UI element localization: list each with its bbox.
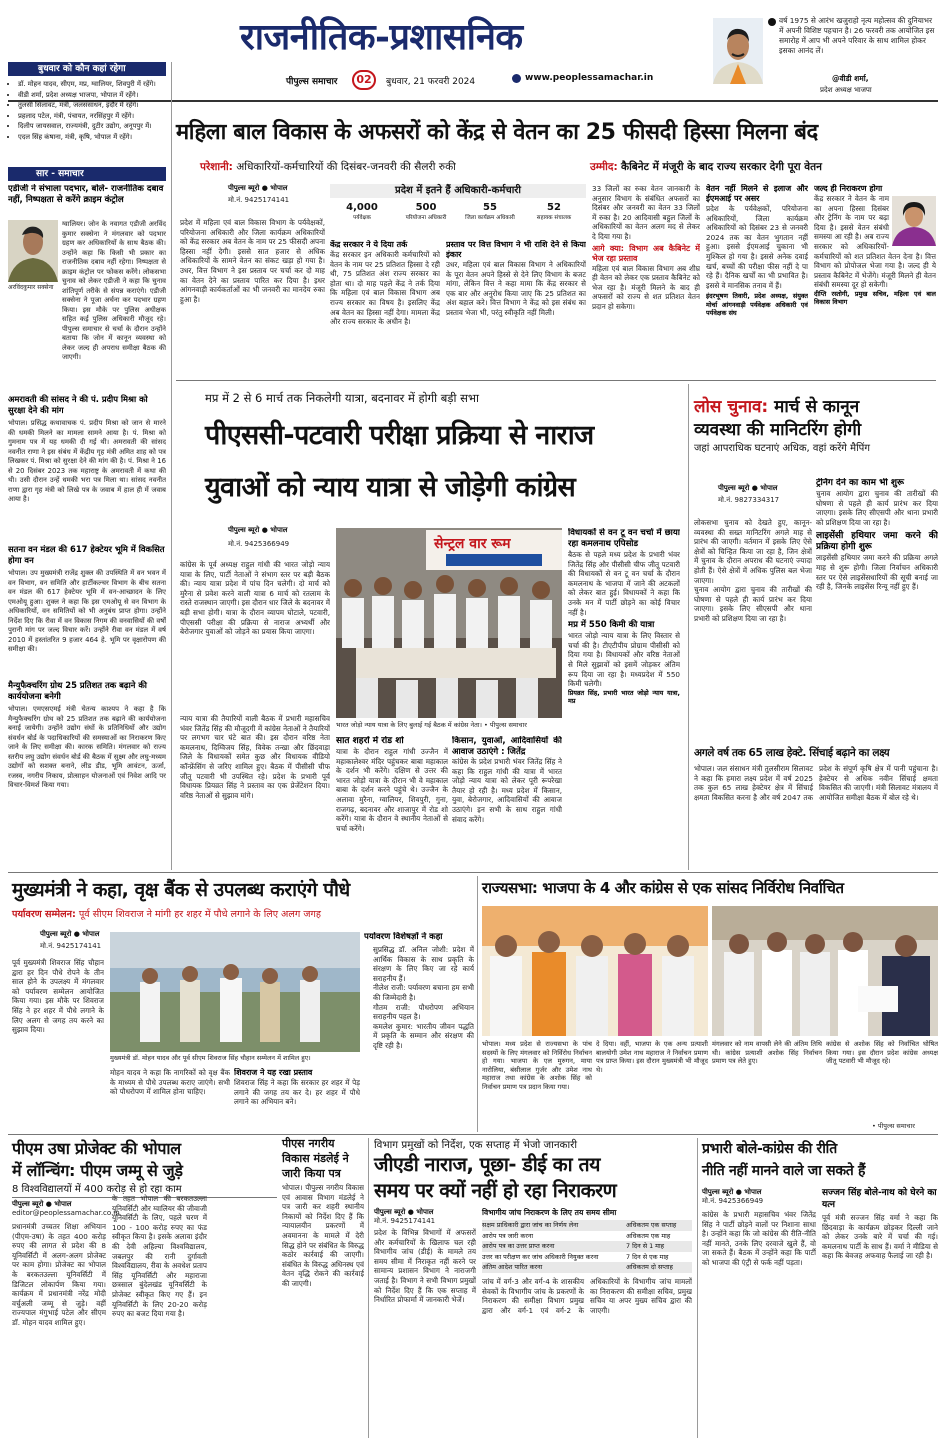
top-story-body-1: प्रदेश में महिला एवं बाल विकास विभाग के पर्यवेक्षकों, परियोजना अधिकारी और जिला कार्यक्रम अधिकारियों को केंद्र सरकार अब वेतन के नाम पर 25 फीसदी अपना हिस्सा नहीं देगी। इससे सात हजार से अधिक अधिकारियों के सामने वेतन का संकट खड़ा हो गया है। उधर, वित्त विभाग ने इस प्रस्ताव पर चर्चा कर दो माह का वेतन देने का प्रस्ताव पारित कर दिया है। इधर आंगनवाड़ी कार्यकर्ताओं का भी जनवरी का मानदेय रुका हुआ है। xyxy=(180,218,325,304)
top-story-sub-3: प्रस्ताव पर वित्त विभाग ने भी राशि देने से किया इंकार xyxy=(446,240,586,259)
election-col-2 xyxy=(816,478,938,744)
brief-title: सार - समाचार xyxy=(8,167,166,181)
cm-byline: पीपुल्स ब्यूरो ● भोपाल xyxy=(40,930,100,938)
brief-3-headline: सतना वन मंडल की 617 हेक्टेयर भूमि में विकसित होगा वन xyxy=(8,544,165,565)
quote-author-role: प्रदेश अध्यक्ष भाजपा xyxy=(820,86,872,94)
top-story-headline: महिला बाल विकास के अफसरों को केंद्र से वेतन का 25 फीसदी हिस्सा मिलना बंद xyxy=(176,120,818,145)
incharge-mobile: मो.नं. 9425366949 xyxy=(702,1197,764,1205)
incharge-body-2: पूर्व मंत्री सज्जन सिंह वर्मा ने कहा कि छिंदवाड़ा के कार्यक्रम छोड़कर दिल्ली जाने को लेकर उनके बारे में चर्चा की गई। कमलनाथ पार्टी के साथ हैं। वर्मा ने मीडिया से कहा कि बेवजह अफवाह फैलाई जा रही है। xyxy=(822,1213,938,1261)
congress-col-kamalnath xyxy=(568,528,680,868)
gad-table-title: विभागीय जांच निराकरण के लिए तय समय सीमा xyxy=(482,1208,617,1217)
brief-4-headline: मैन्युफैक्चरिंग ग्रोथ 25 प्रतिशत तक बढ़ाने की कार्ययोजना बनेगी xyxy=(8,680,147,701)
top-story-right-subhead: कैबिनेट में मंजूरी के बाद राज्य सरकार देगी पूरा वेतन xyxy=(621,161,822,173)
expert-item: • सुप्रसिद्ध डॉ. अनिल जोशी: प्रदेश में आर्थिक विकास के साथ प्रकृति के संरक्षण के लिए किए जा रहे कार्य सराहनीय हैं। xyxy=(373,945,474,983)
brief-4-body: भोपाल। एमएसएमई मंत्री चेतन्य काश्यप ने कहा है कि मैन्युफैक्चरिंग ग्रोथ को 25 प्रतिशत तक बढ़ाने की कार्ययोजना बनाई जायेगी। उन्होंने उद्योग संघों के प्रतिनिधियों और उद्योग संवर्धन बोर्ड के पदाधिकारियों की समस्याओं का निराकरण किए जाने के लिए समीक्षा की। कारक समिति। मंगलवार को राज्य स्तरीय लघु उद्योग संवर्धन बोर्ड की बैठक में सुक्ष्म और लघु-मध्यम उद्योगों को सशक्त बनाने, लीड डीड, भूमि आवंटन, ऊर्जा, रजस्व, नगरीय निकाय, प्रोत्साहन योजनाओं एवं निवेश आदि पर विचार-विमर्श किया गया। xyxy=(8,705,166,789)
rajyasabha-caption-1: भोपाल। मध्य प्रदेश से राज्यसभा के पांच सदस्यों के लिए मंगलवार को निर्विरोध निर्वाचन हो गया। भाजपा के एल मुरुगन, माया नारोलिया, बंसीलाल गुर्जर और उमेश नाथ महाराज तथा कांग्रेस के अशोक सिंह को निर्वाचन प्रमाण पत्र प्रदान किया गया। xyxy=(482,1040,592,1091)
brief-3 xyxy=(8,544,166,676)
pm-byline: पीपुल्स ब्यूरो ● भोपाल xyxy=(12,1200,72,1208)
election-col-1 xyxy=(694,518,812,744)
cm-sub-2: शिवराज ने यह रखा प्रस्ताव xyxy=(234,1068,313,1077)
election-sub-2: लाइसेंसी हथियार जमा करने की प्रक्रिया होगी शुरू xyxy=(816,531,938,553)
brief-2 xyxy=(8,394,166,539)
gad-timeline-table xyxy=(482,1220,692,1273)
congress-body-4: कांग्रेस के प्रदेश प्रभारी भंवर जितेंद्र सिंह ने कहा कि राहुल गांधी की यात्रा में भारत जोड़ो न्याय यात्रा को लेकर पूरी रूपरेखा तैयार हो रही है। मध्य प्रदेश में किसान, युवा, बेरोजगार, आदिवासियों की आवाज उठाएंगे। इन सभी के साथ राहुल गांधी संवाद करेंगे। xyxy=(452,757,562,824)
gad-body: प्रदेश के विभिन्न विभागों में अफसरों और कर्मचारियों के खिलाफ चल रही विभागीय जांच (डीई) के मामले तय समय सीमा में निराकृत नहीं करने पर सामान्य प्रशासन विभाग ने नाराजगी जताई है। विभाग ने सभी विभाग प्रमुखों को निर्देश दिए हैं कि एक सप्ताह में निर्धारित प्रोफार्मा में जानकारी भेजें। xyxy=(374,1228,476,1305)
pm-story xyxy=(12,1138,277,1438)
election-headline-2: व्यवस्था की मानिटरिंग होगी xyxy=(694,420,862,440)
top-story-sub-5: वेतन नहीं मिलने से इलाज और ईएमआई पर असर xyxy=(706,184,808,203)
congress-mobile: मो.नं. 9425366949 xyxy=(228,540,290,548)
rajyasabha-photo-1 xyxy=(482,906,708,1036)
cm-sub-1: पर्यावरण विशेषज्ञों ने कहा xyxy=(364,932,443,942)
congress-body-6: भारत जोड़ो न्याय यात्रा के लिए विस्तार से चर्चा की है। टीएटीपीय प्रोग्राम पीसीसी को दिया गया है। विधायकों और वरिष्ठ नेताओं से मिले सुझावों को इसमें जोड़कर अंतिम रूप दिया जा रहा है। मध्यप्रदेश में 550 किमी चलेगी। xyxy=(568,631,680,689)
section-rule xyxy=(8,1134,938,1135)
congress-byline: पीपुल्स ब्यूरो ● भोपाल xyxy=(228,526,288,534)
who-where-item: • वीडी शर्मा, प्रदेश अध्यक्ष भाजपा, भोपाल में रहेंगे। xyxy=(18,90,166,101)
incharge-byline: पीपुल्स ब्यूरो ● भोपाल xyxy=(702,1188,762,1196)
rajyasabha-photo-2 xyxy=(712,906,938,1036)
municipal-headline: पीएस नगरीय विकास मंडलेई ने जारी किया पत्र xyxy=(282,1137,349,1180)
top-story-right-sub xyxy=(590,160,940,174)
top-story-body-5: महिला एवं बाल विकास विभाग अब शीघ्र ही वेतन को लेकर एक प्रस्ताव कैबिनेट को भेज रहा है। मंजूरी मिलने के बाद ही अफसरों को राज्य से शत प्रतिशत वेतन प्रदान हो सकेगा। xyxy=(592,263,700,311)
election-body-3: लाइसेंसी हथियार जमा करने की प्रक्रिया अगले माह से शुरू होगी। जिला निर्वाचन अधिकारी स्तर पर ऐसे लाइसेंसधारियों की सूची बनाई जा रही है, जिनके लाइसेंस रिन्यू नहीं हुए हैं। xyxy=(816,553,938,592)
top-story-sub-6: जल्द ही निराकरण होगा xyxy=(814,184,883,193)
gad-kicker: विभाग प्रमुखों को निर्देश, एक सप्ताह में भेजो जानकारी xyxy=(374,1139,578,1151)
congress-col-road-show xyxy=(336,736,448,866)
rajyasabha-caption-3: मंगलवार को नाम वापसी लेने की अंतिम तिथि थी। कांग्रेस प्रत्याशी अशोक सिंह निर्वाचन प्रमाण पत्र लेते हुए। xyxy=(712,1040,822,1066)
pm-headline-2: में लॉन्चिंग: पीएम जम्मू से जुड़े xyxy=(12,1161,183,1180)
staff-stat: 500 परियोजना अधिकारी xyxy=(405,202,447,221)
election-headline xyxy=(694,396,938,456)
expert-item: • कमलेश कुमार: भारतीय जीवन पद्धति में प्रकृति के सम्मान और संरक्षण की दृष्टि रही है। xyxy=(373,1022,474,1051)
top-story-mobile: मो.नं. 9425174141 xyxy=(228,196,290,204)
top-story-right-kicker: उम्मीद: xyxy=(590,161,618,173)
brief-3-body: भोपाल। उप मुख्यमंत्री राजेंद्र शुक्ल की उपस्थिति में वन भवन में वन विभाग, वन समिति और हार्टीकल्चर विभाग के बीच सतना वन मंडल की 617 हेक्टेयर भूमि में वन-आच्छादन के लिए एमओयू हुआ। शुक्ल ने कहा कि इस एमओयू से वन विभाग के अधिकारियों, वन समितियों को भी अनुबंध प्राप्त होगा। उन्होंने निर्देश दिए कि रीवा में वन विकास निगम की वनवासियों की वर्षों पुरानी मांग पर जल्द विचार करें। उन्होंने रीवा वन मंडल में वर्ष 2010 में हस्तांतरित 9 हजार 464 हे. भूमि पर वृक्षारोपण की समीक्षा की। xyxy=(8,569,166,653)
paper-name: पीपुल्स समाचार xyxy=(286,77,338,87)
issue-date: बुधवार, 21 फरवरी 2024 xyxy=(386,77,476,87)
cm-sub: पूर्व सीएम शिवराज ने मांगी हर शहर में पौधे लगाने के लिए अलग जगह xyxy=(78,909,321,920)
congress-body-5: बैठक से पहले मध्य प्रदेश के प्रभारी भंवर जितेंद्र सिंह और पीसीसी चीफ जीतू पटवारी की विधायकों से वन टू वन चर्चा के दौरान कमलनाथ के भाजपा में जाने की अटकलों को लेकर बात हुई। विधायकों ने कहा कि उनके मन में पार्टी छोड़ने का कोई विचार नहीं है। xyxy=(568,550,680,617)
gad-table-row: आरोप पत्र का उत्तर प्राप्त करना 7 दिन से 1 माह xyxy=(482,1241,692,1252)
top-story-col4 xyxy=(592,184,700,374)
top-story-body-3: उधर, महिला एवं बाल विकास विभाग ने अधिकारियों के पूरा वेतन अपने हिस्से से देने लिए विभाग के बजट मांगा, लेकिन वित्त ने कहा मामा कि केंद्र सरकार से एक बार और अनुरोध किया जाए कि 25 प्रतिशत का अंश बहाल करे। वित्त विभाग ने केंद्र को इस संबंध का प्रस्ताव भेजा भी, परंतु स्वीकृति नहीं मिली। xyxy=(446,260,586,317)
top-story-sub-4: आगे क्या: विभाग अब कैबिनेट में भेज रहा प्रस्ताव xyxy=(592,243,700,263)
quote-text: वर्ष 1975 से आरंभ खजुराहो नृत्य महोत्सव की दुनियाभर में अपनी विशिष्ट पहचान है। 26 फरवरी तक आयोजित इस समारोह में आप भी अपने परिवार के साथ शामिल होकर इसका आनंद लें। xyxy=(779,16,935,55)
congress-headline-1: पीएससी-पटवारी परीक्षा प्रक्रिया से नाराज xyxy=(205,420,594,451)
gad-mobile: मो.नं. 9425174141 xyxy=(374,1217,436,1225)
gad-story xyxy=(374,1138,692,1438)
incharge-subhead: सज्जन सिंह बोले-नाथ को घेरने का यत्न xyxy=(822,1188,937,1210)
official-photo xyxy=(892,196,936,246)
gad-headline-1: जीएडी नाराज, पूछा- डीई का तय xyxy=(374,1153,600,1176)
rajyasabha-credit: • पीपुल्स समाचार xyxy=(872,1122,915,1130)
top-story-body-7: केंद्र सरकार ने वेतन के नाम का अपना हिस्सा दिसंबर और ट्रेनिंग के नाम पर बढ़ा दिया है। इससे वेतन संबंधी समस्या आ रही है। अब राज्य सरकार को अधिकारियों-कर्मचारियों को शत प्रतिशत वेतन देना है। वित्त विभाग को प्रोपोजल भेजा गया है। जल्द ही ये प्रस्ताव कैबिनेट में भेजेंगे। मंजूरी मिलने ही वेतन संबंधी समस्या दूर हो सकेगी। xyxy=(814,194,936,290)
gad-table-row: सक्षम प्राधिकारी द्वारा जांच का निर्णय लेना अधिकतम एक सप्ताह xyxy=(482,1220,692,1231)
election-headline-1: मार्च से कानून xyxy=(774,397,860,417)
rajyasabha-caption-4: कांग्रेस से अशोक सिंह को निर्वाचित घोषित किया गया। इस दौरान प्रदेश कांग्रेस अध्यक्ष जीतू पटवारी भी मौजूद रहे। xyxy=(826,1040,938,1066)
who-where-item: • दिलीप जायसवाल, राज्यमंत्री, दुटीर उद्योग, अनूपपुर में। xyxy=(18,121,166,132)
brief-1-headline: एडीजी ने संभाला पदभार, बोले- राजनीतिक दबाव नहीं, निष्पक्षता से करेंगे क्राइम कंट्रोल xyxy=(8,184,164,205)
congress-headline-2: युवाओं को न्याय यात्रा से जोड़ेगी कांग्रेस xyxy=(205,472,576,503)
incharge-story xyxy=(702,1138,938,1438)
congress-sub-3: विधायकों से वन टू वन चर्चा में छाया रहा कमलनाथ एपिसोड xyxy=(568,528,680,549)
quote-photo xyxy=(713,18,763,84)
election-body-2: चुनाव आयोग द्वारा चुनाव की तारीखों की घोषणा से पहले ही कार्य प्रारंभ कर दिया जाएगा। इसके लिए सीएसपी और थाना प्रभारी को प्रशिक्षण दिया जा रहा है। xyxy=(694,585,812,623)
top-story-byline: पीपुल्स ब्यूरो ● भोपाल xyxy=(228,184,288,192)
cm-mobile: मो.नं. 9425174141 xyxy=(40,942,102,950)
pm-email: editor@peoplessamachar.co.in xyxy=(12,1209,120,1217)
congress-sub-4: मप्र में 550 किमी की यात्रा xyxy=(568,620,655,631)
cm-body-3: शिवराज सिंह ने कहा कि सरकार हर शहर में पेड़ लगाने की जगह तय कर दे। हर शहर में पौधे लगाने का अभियान बने। xyxy=(234,1078,360,1107)
who-where-item: • प्रहलाद पटेल, मंत्री, पंचायत, नरसिंहपुर में रहेंगे। xyxy=(18,111,166,122)
congress-quote-name: प्रियव्रत सिंह, प्रभारी भारत जोड़ो न्याय यात्रा, मप्र xyxy=(568,688,680,706)
cm-col-proposal xyxy=(234,1068,360,1128)
website-link[interactable]: www.peoplessamachar.in xyxy=(525,73,654,83)
who-where-title: बुधवार को कौन कहां रहेगा xyxy=(8,62,166,76)
top-story-col6 xyxy=(814,184,936,376)
congress-kicker: मप्र में 2 से 6 मार्च तक निकलेगी यात्रा, बदनावर में होगी बड़ी सभा xyxy=(205,391,479,405)
top-story-col3 xyxy=(446,240,586,375)
who-where-item: • एदल सिंह कंषाना, मंत्री, कृषि, भोपाल में रहेंगे। xyxy=(18,132,166,143)
gad-table-row: उत्तर का परीक्षण कर जांच अधिकारी नियुक्त करना 7 दिन से एक माह xyxy=(482,1252,669,1261)
staff-table-title: प्रदेश में इतने हैं अधिकारी-कर्मचारी xyxy=(330,184,586,198)
brief-1 xyxy=(8,184,166,392)
cm-subhead xyxy=(12,908,472,922)
rajyasabha-headline: राज्यसभा: भाजपा के 4 और कांग्रेस से एक सांसद निर्विरोध निर्वाचित xyxy=(482,879,844,897)
top-story-body-4: 33 जिलों का रुका वेतन जानकारी के अनुसार विभाग के संबंधित अफसरों का दिसंबर और जनवरी का वेतन 33 जिलों में रुका है। 20 आदिवासी बहुल जिलों के अधिकारियों का वेतन अलग मद से लेकर दे दिया गया है। xyxy=(592,184,700,241)
election-body-training: चुनाव आयोग द्वारा चुनाव की तारीखों की घोषणा से पहले ही कार्य प्रारंभ कर दिया जाएगा। इसके लिए सीएसपी और थाना प्रभारी को प्रशिक्षण दिया जा रहा है। xyxy=(816,489,938,527)
congress-meeting-photo xyxy=(336,528,562,718)
top-story-quote-1-name: इंदरभूषण तिवारी, प्रदेश अध्यक्ष, संयुक्त मोर्चा आंगनवाड़ी पर्यवेक्षक अधिकारी एवं पर्यवेक्षक संघ xyxy=(706,292,808,318)
congress-sub-1: सात शहरों में रोड शो xyxy=(336,736,404,746)
top-story-sub-2: केंद्र सरकार ने ये दिया तर्क xyxy=(330,240,408,249)
page-number: 02 xyxy=(352,70,376,90)
section-rule xyxy=(8,872,938,873)
municipal-body: भोपाल। पीपुल्स नगरीय विकास एवं आवास विभाग मंडलेई ने पत्र जारी कर शहरी स्थानीय निकायों को निर्देश दिए हैं कि न्यायालयीन प्रकरणों में अवमानना के मामले में देरी सिद्ध होने पर संबंधित के विरुद्ध कठोर कार्रवाई की जाएगी। संबंधित के विरुद्ध अधिनस्थ एवं वेतन वृद्धि रोकने की कार्रवाई की जाएगी। xyxy=(282,1183,364,1288)
top-story-left-sub xyxy=(200,160,560,174)
section-rule xyxy=(176,380,936,381)
congress-col-farmers xyxy=(452,736,562,866)
top-story-col2 xyxy=(330,240,440,375)
staff-table xyxy=(330,184,586,224)
congress-photo-caption: भारत जोड़ो न्याय यात्रा के लिए बुलाई गई बैठक में कांग्रेस नेता। • पीपुल्स समाचार xyxy=(336,721,527,729)
brief-1-photo xyxy=(8,220,58,282)
staff-stat: 55 जिला कार्यक्रम अधिकारी xyxy=(465,202,515,221)
top-story-col5 xyxy=(706,184,808,374)
brief-1-body: ग्वालियर। जोन के नवागत एडीजी अरविंद कुमार सक्सेना ने मंगलवार को पदभार ग्रहण कर अधिकारियों के साथ बैठक की। उन्होंने कहा कि किसी भी प्रकार का राजनीतिक दबाव नहीं रहेगा। निष्पक्षता से क्राइम कंट्रोल पर फोकस करेंगे। लोकसभा चुनाव को लेकर एडीजी ने कहा कि चुनाव शांतिपूर्ण तरीके से संपन्न कराएंगे। एडीजी सक्सेना ने पूजा अर्चना कर पदभार ग्रहण किया। इस मौके पर पुलिस अधीक्षक सहित कई पुलिस अधिकारी मौजूद रहे। पीपुल्स समाचार से चर्चा के दौरान उन्होंने बताया कि जोन में कानून व्यवस्था को लेकर जल्द ही अपराध समीक्षा बैठक की जाएगी। xyxy=(62,220,166,361)
congress-sub-2: किसान, युवाओं, आदिवासियों की आवाज उठाएंगे : जितेंद्र xyxy=(452,736,562,757)
top-story-left-kicker: परेशानी: xyxy=(200,161,233,173)
election-kicker: लोस चुनाव: xyxy=(694,397,769,417)
congress-body-1: कांग्रेस के पूर्व अध्यक्ष राहुल गांधी की भारत जोड़ो न्याय यात्रा के लिए, पार्टी नेताओं ने संभाग स्तर पर बड़ी बैठक की। न्याय यात्रा प्रदेश में पांच दिन चलेगी। दो मार्च को मुरैना से प्रवेश करने वाली यात्रा 6 मार्च को रतलाम के रास्ते राजस्थान जाएगी। इस दौरान धार जिले के बदनावर में बड़ी सभा होगी। यात्रा के दौरान व्यापम घोटाले, पटवारी, पीएससी परीक्षा की प्रक्रिया से नाराज अभ्यर्थी और बेरोजगार युवाओं को जोड़ने का प्रयास किया जाएगा। xyxy=(180,560,330,637)
pm-body: प्रधानमंत्री उच्चतर शिक्षा अभियान (पीएम-उषा) के तहत 400 करोड़ रुपए की लागत से प्रदेश की 8 यूनिवर्सिटी में अलग-अलग प्रोजेक्ट पर काम होगा। प्रोजेक्ट का भोपाल के बरकतउल्ला यूनिवर्सिटी में डिजिटल लोकार्पण किया गया। कार्यक्रम में प्रधानमंत्री नरेंद्र मोदी वर्चुअली जम्मू से जुड़े। वहीं राज्यपाल मंगुभाई पटेल और सीएम डॉ. मोहन यादव शामिल हुए। xyxy=(12,1222,106,1327)
quote-author: @वीडी शर्मा, xyxy=(832,74,869,83)
incharge-body: कांग्रेस के प्रभारी महासचिव भंवर जितेंद्र सिंह ने पार्टी छोड़ने वालों पर निशाना साधा है। उन्होंने कहा कि जो कांग्रेस की रीति-नीति नहीं मानते, उनके लिए दरवाजे खुले हैं, वो जा सकते हैं। बैठक में उन्होंने कहा कि पार्टी को भाजपा की एंट्री से फर्क नहीं पड़ता। xyxy=(702,1210,816,1267)
top-story-quote-2-name: दीप्ति रस्तोगी, प्रमुख सचिव, महिला एवं बाल विकास विभाग xyxy=(814,289,936,307)
election-subhead: जहां आपराधिक घटनाएं अधिक, वहां करेंगे मैपिंग xyxy=(694,443,870,454)
cm-experts xyxy=(364,932,474,1126)
congress-body-2: न्याय यात्रा की तैयारियों वाली बैठक में प्रभारी महासचिव भंवर जितेंद्र सिंह की मौजूदगी में कांग्रेस नेताओं ने तैयारियों पर लगभग चार घंटे बात की। इस दौरान वरिष्ठ नेता कमलनाथ, दिग्विजय सिंह, विवेक तन्खा और छिंदवाड़ा जिले के विधायकों समेत कुछ और विधायक वीडियो कॉन्फ्रेंसिंग से जरिए शामिल हुए। बैठक में पीसीसी चीफ जीतू पटवारी भी उपस्थित रहे। प्रदेश के प्रभारी पूर्व विधायक प्रियव्रत सिंह ने प्रस्ताव का एक प्रेजेंटेशन दिया। वरिष्ठ नेताओं से सुझाव मांगे। xyxy=(180,714,330,800)
column-divider xyxy=(477,876,478,1132)
election-byline: पीपुल्स ब्यूरो ● भोपाल xyxy=(718,484,778,492)
cm-photo-caption: मुख्यमंत्री डॉ. मोहन यादव और पूर्व सीएम शिवराज सिंह चौहान सम्मेलन में शामिल हुए। xyxy=(110,1054,311,1062)
incharge-headline-1: प्रभारी बोले-कांग्रेस की रीति xyxy=(702,1141,837,1157)
brief-2-headline: अमरावती की सांसद ने की पं. प्रदीप मिश्रा को सुरक्षा देने की मांग xyxy=(8,394,148,415)
irrigation-body: भोपाल। जल संसाधन मंत्री तुलसीराम सिलावट ने कहा कि हमारा लक्ष्य प्रदेश में वर्ष 2025 तक कुल 65 लाख हेक्टेयर क्षेत्र में सिंचाई क्षमता विकसित करना है और वर्ष 2047 तक प्रदेश के संपूर्ण कृषि क्षेत्र में पानी पहुंचाना है। हेक्टेयर से अधिक नवीन सिंचाई क्षमता विकसित की जाएगी। मंत्री सिलावट मंत्रालय में आयोजित समीक्षा बैठक में बोल रहे थे। xyxy=(694,764,938,802)
top-story-left-subhead: अधिकारियों-कर्मचारियों की दिसंबर-जनवरी की सैलरी रुकी xyxy=(236,161,456,173)
gad-body-2: जांच में वर्ग-3 और वर्ग-4 के शासकीय सेवकों के विभागीय जांच के प्रकरणों के निराकरण की समीक्षा विभाग प्रमुख द्वारा और वर्ग-1 एवं वर्ग-2 के अधिकारियों के विभागीय जांच मामलों का निराकरण की समीक्षा सचिव, प्रमुख सचिव या अपर मुख्य सचिव द्वारा की जाएगी। xyxy=(482,1276,692,1315)
quote-twitter-icon xyxy=(768,18,776,26)
top-story-body-6: प्रदेश के पर्यवेक्षकों, परियोजना अधिकारियों, जिला कार्यक्रम अधिकारियों को दिसंबर 23 से जनवरी 2024 तक का वेतन भुगतान नहीं हुआ। इससे ईएमआई चुकाना भी मुश्किल हो गया है। इससे अनेक दवाई खर्च, बच्चों की परीक्षा फीस नहीं दे पा रहे हैं। दैनिक खर्चों का भी प्रभावित है। इससे वे मानसिक तनाव में हैं। xyxy=(706,204,808,290)
who-where-item: • डॉ. मोहन यादव, सीएम, मप्र, ग्वालियर, शिवपुरी में रहेंगे। xyxy=(18,79,166,90)
globe-icon xyxy=(512,74,521,83)
expert-item: • गौतम राजी: पौधरोपण अभियान सराहनीय पहल है। xyxy=(373,1003,474,1022)
section-title: राजनीतिक-प्रशासनिक xyxy=(240,16,523,58)
municipal-story xyxy=(282,1136,364,1436)
cm-photo xyxy=(110,932,360,1052)
irrigation-headline: अगले वर्ष तक 65 लाख हेक्टे. सिंचाई बढ़ाने का लक्ष्य xyxy=(694,747,890,759)
brief-4 xyxy=(8,680,166,865)
brief-2-body: भोपाल। प्रसिद्ध कथावाचक पं. प्रदीप मिश्रा को जान से मारने की धमकी मिलने का मामला सामने आया है। पं. मिश्रा को गुमनाम पत्र में यह धमकी दी गई थी। अमरावती की सांसद नवनीत राणा ने इस संबंध में केंद्रीय गृह मंत्री अमित शाह को पत्र लिखकर पं. मिश्रा को सुरक्षा देने की मांग की है। पं. मिश्रा ने 16 से 20 दिसंबर 2023 तक महाराष्ट्र के अमरावती में कथा की थी। उसी दौरान उन्हें धमकी भरा पत्र मिला था। सांसद नवनीत राणा द्वारा गृह मंत्री को लिखे पत्र के जवाब में हाल ही में जवाब आया है। xyxy=(8,419,166,503)
svg-text:सेन्ट्रल वार रूम: सेन्ट्रल वार रूम xyxy=(434,536,511,552)
staff-stat: 4,000 पर्यवेक्षक xyxy=(346,202,378,221)
pm-headline-1: पीएम उषा प्रोजेक्ट की भोपाल xyxy=(12,1139,181,1158)
gad-table-row: अंतिम आदेश पारित करना अधिकतम दो सप्ताह xyxy=(482,1262,692,1273)
election-mobile: मो.नं. 9827334317 xyxy=(718,496,780,504)
pm-subhead: 8 विश्वविद्यालयों में 400 करोड़ से हो रहा काम xyxy=(12,1182,277,1198)
who-where-list xyxy=(8,79,166,143)
pm-body-2: के तहत भोपाल की बरकतउल्ला यूनिवर्सिटी और ग्वालियर की जीवाजी यूनिवर्सिटी के लिए, पहले चरण में 100 - 100 करोड़ रुपए का फंड स्वीकृत किया है। इसके अलावा इंदौर की देवी अहिल्या विश्वविद्यालय, जबलपुर की रानी दुर्गावती विश्वविद्यालय, रीवा के अवधेश प्रताप सिंह यूनिवर्सिटी और महाराजा छत्रसाल बुंदेलखंड यूनिवर्सिटी के प्रोजेक्ट स्वीकृत किए गए हैं। इन यूनिवर्सिटी के लिए 20-20 करोड़ रुपए का बजट दिया गया है। xyxy=(112,1194,207,1319)
election-body-1: लोकसभा चुनाव को देखते हुए, कानून-व्यवस्था की सख्त मानिटरिंग अगले माह से प्रारंभ की जाएगी। वर्तमान में इसके लिए ऐसे क्षेत्रों को चिन्हित किया जा रहा है, जिन क्षेत्रों में चुनाव के दौरान अपराध की घटनाएं ज्यादा होती हैं। ऐसे क्षेत्रों में अधिक पुलिस बल भेजा जाएगा। xyxy=(694,518,812,585)
staff-stat: 52 सहायक संचालक xyxy=(536,202,572,221)
top-story-body-2: केंद्र सरकार इन अधिकारी कर्मचारियों को वेतन के नाम पर 25 प्रतिशत हिस्सा दे रही थी, 75 प्रतिशत अंश राज्य सरकार का होता था। दो माह पहले केंद्र ने तर्क दिया कि महिला एवं बाल विकास विभाग अब राज्य सरकार का विषय है। इसलिए केंद्र अब वेतन का हिस्सा नहीं देगा। मामला केंद्र और राज्य सरकार के अधीन है। xyxy=(330,250,440,327)
cm-kicker: पर्यावरण सम्मेलन: xyxy=(12,909,76,920)
gad-table-row: आरोप पत्र जारी करना अधिकतम एक माह xyxy=(482,1231,671,1240)
cm-body-1: पूर्व मुख्यमंत्री शिवराज सिंह चौहान द्वारा हर दिन पौधे रोपने के तीन साल होने के उपलक्ष्य में मंगलवार को पर्यावरण सम्मेलन आयोजित किया गया। इस मौके पर शिवराज सिंह ने हर शहर में पौधे लगाने के लिए अलग से जगह तय करने का सुझाव दिया। xyxy=(12,958,104,1035)
column-divider xyxy=(688,384,689,870)
gad-headline-2: समय पर क्यों नहीं हो रहा निराकरण xyxy=(374,1179,617,1202)
column-divider xyxy=(171,62,172,870)
rajyasabha-caption-2: दे दिया। वहीं, भाजपा के एक अन्य प्रत्याशी बालयोगी उमेश नाथ महाराज ने निर्वाचन प्रमाण पत्र प्राप्त किया। इस दौरान मुख्यमंत्री भी मौजूद थे। xyxy=(596,1040,708,1074)
cm-body-2: मोहन यादव ने कहा कि नागरिकों को वृक्ष बैंक के माध्यम से पौधे उपलब्ध कराए जाएंगे। सभी को पौधरोपण में शामिल होना चाहिए। xyxy=(110,1068,230,1097)
incharge-headline-2: नीति नहीं मानने वाले जा सकते हैं xyxy=(702,1163,866,1179)
election-sub-1: ट्रेनिंग देने का काम भी शुरू xyxy=(816,478,905,488)
column-divider xyxy=(368,1138,369,1438)
expert-item: • नीलेश राजी: पर्यावरण बचाना हम सभी की जिम्मेदारी है। xyxy=(373,983,474,1002)
who-where-box xyxy=(8,62,166,162)
gad-byline: पीपुल्स ब्यूरो ● भोपाल xyxy=(374,1208,434,1216)
cm-headline: मुख्यमंत्री ने कहा, वृक्ष बैंक से उपलब्ध कराएंगे पौधे xyxy=(12,879,350,901)
who-where-item: • तुलसी सिलावट, मंत्री, जलसंसाधन, इंदौर में रहेंगे। xyxy=(18,100,166,111)
column-divider xyxy=(697,1138,698,1438)
brief-1-photo-caption: अरविंदकुमार सक्सेना xyxy=(8,284,54,291)
congress-body-3: यात्रा के दौरान राहुल गांधी उज्जैन में महाकालेश्वर मंदिर पहुंचकर बाबा महाकाल के दर्शन भी करेंगे। दक्षिण से उत्तर की भारत जोड़ो यात्रा के दौरान भी वे महाकाल बाबा के दर्शन करने पहुंचे थे। उज्जैन के अलावा मुरैना, ग्वालियर, शिवपुरी, गुना, राजगढ़, बदनावर और शाजापुर में रोड शो करेंगे। यात्रा के दौरान वे स्थानीय नेताओं से चर्चा करेंगे। xyxy=(336,747,448,833)
